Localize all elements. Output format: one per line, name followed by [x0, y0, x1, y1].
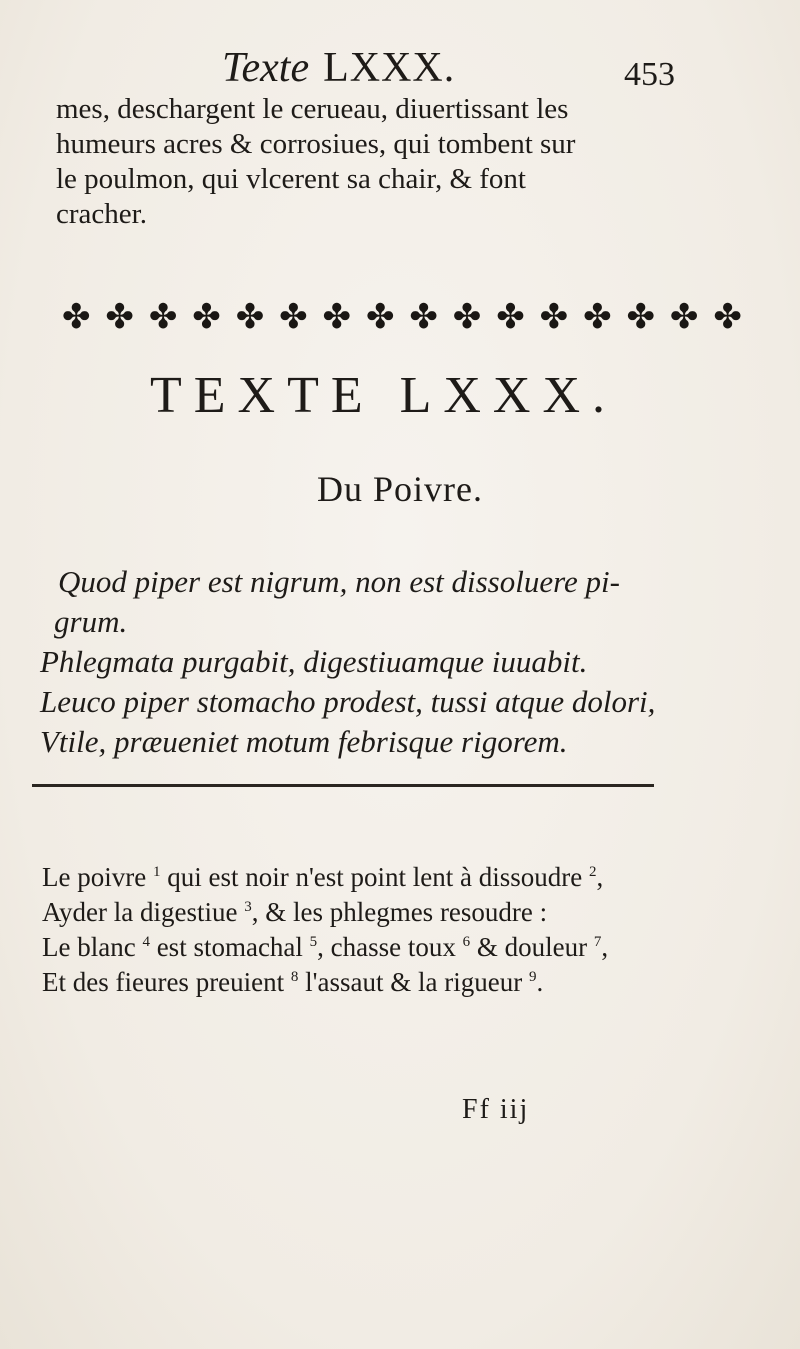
running-title-roman: LXXX. [323, 45, 456, 91]
fleuron-icon: ✤ [148, 299, 178, 336]
footnote-marker: 1 [152, 864, 161, 880]
footnote-marker: 6 [462, 934, 471, 950]
verse-line: Phlegmata purgabit, digestiuamque iuuabit. [40, 644, 588, 679]
verse-line: Vtile, præueniet motum febrisque rigorem. [40, 724, 568, 759]
continued-line: le poulmon, qui vlcerent sa chair, & font [56, 163, 526, 195]
continued-text [56, 92, 756, 232]
translation-punct: , [596, 862, 604, 892]
translation-text: Et des fieures preuient [42, 967, 285, 997]
fleuron-icon: ✤ [279, 299, 308, 336]
translation-text: Le poivre [42, 862, 147, 892]
continued-line: mes, deschargent le cerueau, diuertissant les [56, 93, 569, 125]
translation-text: Ayder la digestiue [42, 897, 238, 927]
section-title: TEXTE LXXX. [150, 367, 618, 424]
translation-text: est stomachal [156, 932, 303, 962]
fleuron-icon: ✤ [105, 299, 134, 336]
translation-line [42, 930, 762, 965]
running-head [0, 34, 800, 94]
fleuron-icon: ✤ [235, 299, 265, 336]
translation-line [42, 860, 762, 895]
translation-text: l'assaut & la rigueur [305, 967, 523, 997]
fleuron-icon: ✤ [365, 299, 395, 336]
translation-text: & douleur [470, 932, 594, 962]
fleuron-icon: ✤ [496, 299, 525, 336]
translation-punct: , [601, 932, 609, 962]
fleuron-icon: ✤ [539, 299, 569, 336]
signature-mark: Ff iij [462, 1094, 530, 1125]
verse-line: Quod piper est nigrum, non est dissoluere pi- [58, 564, 620, 599]
translation-text: qui est noir n'est point lent à dissoudre [167, 862, 583, 892]
fleuron-icon: ✤ [409, 299, 438, 336]
translation-line [42, 965, 762, 1000]
verse-line: Leuco piper stomacho prodest, tussi atque dolori, [40, 684, 656, 719]
continued-line: cracher. [56, 198, 147, 230]
running-title-italic: Texte [222, 45, 310, 91]
fleuron-icon: ✤ [713, 299, 742, 336]
french-translation [42, 860, 762, 1000]
footnote-marker: 2 [589, 864, 597, 880]
footnote-marker: 4 [142, 934, 150, 950]
footnote-marker: 9 [528, 969, 537, 985]
horizontal-rule [32, 784, 654, 787]
ornament-band [62, 294, 742, 340]
footnote-marker: 3 [244, 899, 252, 915]
latin-verse [40, 562, 760, 762]
translation-text: Le blanc [42, 932, 136, 962]
translation-text: , chasse toux [317, 932, 463, 962]
fleuron-icon: ✤ [669, 299, 699, 336]
fleuron-icon: ✤ [322, 299, 352, 336]
fleuron-icon: ✤ [583, 299, 612, 336]
fleuron-icon: ✤ [62, 299, 91, 336]
translation-punct: . [536, 967, 544, 997]
fleuron-icon: ✤ [452, 299, 482, 336]
verse-line: grum. [54, 604, 128, 639]
translation-text: , & les phlegmes resoudre : [251, 897, 548, 927]
footnote-marker: 7 [593, 934, 602, 950]
running-title [222, 44, 455, 92]
section-subtitle: Du Poivre. [317, 469, 483, 509]
footnote-marker: 5 [309, 934, 318, 950]
footnote-marker: 8 [290, 969, 299, 985]
page-number: 453 [624, 56, 675, 93]
fleuron-icon: ✤ [192, 299, 221, 336]
fleuron-icon: ✤ [626, 299, 655, 336]
translation-line [42, 895, 762, 930]
continued-line: humeurs acres & corrosiues, qui tombent sur [56, 128, 576, 160]
